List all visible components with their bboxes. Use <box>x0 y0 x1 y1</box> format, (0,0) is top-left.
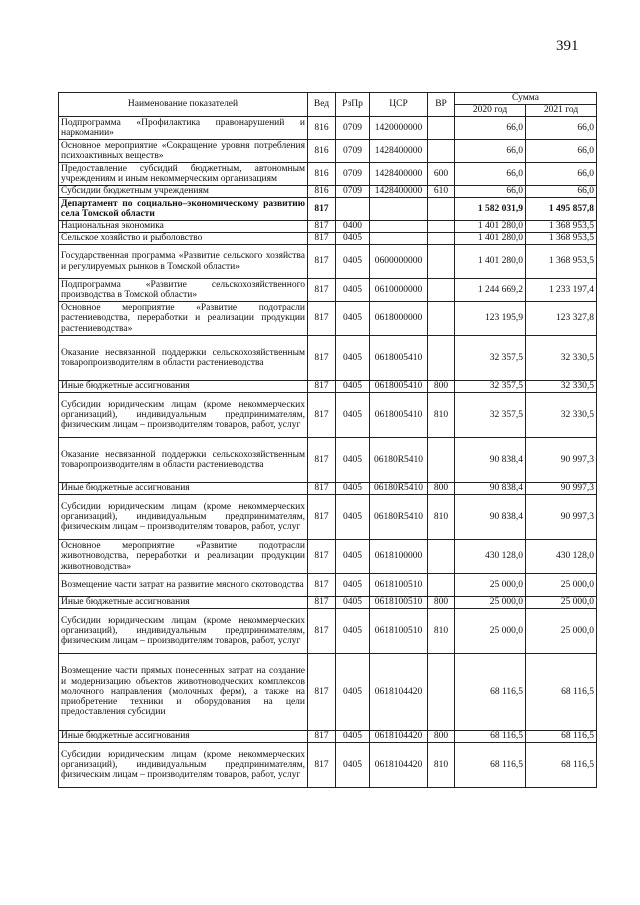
header-year-2021: 2021 год <box>526 105 597 117</box>
header-csr: ЦСР <box>370 93 428 117</box>
table-row <box>59 495 597 540</box>
row-csr: 0610000000 <box>370 279 428 302</box>
row-name: Иные бюджетные ассигнования <box>59 597 308 609</box>
row-value-2020: 90 838,4 <box>455 438 526 483</box>
header-name: Наименование показателей <box>59 93 308 117</box>
row-value-2021: 1 495 857,8 <box>526 198 597 221</box>
row-rzpr: 0405 <box>336 279 370 302</box>
row-rzpr: 0405 <box>336 743 370 788</box>
budget-table <box>58 92 597 788</box>
row-value-2021: 32 330,5 <box>526 393 597 438</box>
table-row <box>59 198 597 221</box>
row-csr: 0618100510 <box>370 609 428 654</box>
row-name: Государственная программа «Развитие сельского хозяйства и регулируемых рынков в Томской области» <box>59 245 308 279</box>
row-name: Возмещение части затрат на развитие мясного скотоводства <box>59 574 308 597</box>
row-ved: 817 <box>308 654 336 731</box>
row-name: Субсидии юридическим лицам (кроме некоммерческих организаций), индивидуальным предпринимателям, физическим лицам – производителям товаров, работ, услуг <box>59 393 308 438</box>
row-ved: 817 <box>308 609 336 654</box>
row-ved: 816 <box>308 140 336 163</box>
row-value-2020: 123 195,9 <box>455 302 526 336</box>
row-vr: 600 <box>428 163 455 186</box>
table-row <box>59 381 597 393</box>
row-value-2020: 32 357,5 <box>455 336 526 381</box>
row-value-2021: 1 368 953,5 <box>526 233 597 245</box>
row-csr: 0618000000 <box>370 302 428 336</box>
row-ved: 817 <box>308 574 336 597</box>
row-ved: 817 <box>308 198 336 221</box>
row-value-2021: 25 000,0 <box>526 597 597 609</box>
row-rzpr: 0405 <box>336 336 370 381</box>
row-ved: 817 <box>308 279 336 302</box>
row-value-2021: 66,0 <box>526 163 597 186</box>
row-rzpr: 0400 <box>336 221 370 233</box>
row-csr: 06180R5410 <box>370 495 428 540</box>
row-name: Иные бюджетные ассигнования <box>59 483 308 495</box>
row-csr: 0618100510 <box>370 574 428 597</box>
table-row <box>59 117 597 140</box>
row-csr: 0618100510 <box>370 597 428 609</box>
row-name: Предоставление субсидий бюджетным, автономным учреждениям и иным некоммерческим организациям <box>59 163 308 186</box>
row-ved: 817 <box>308 221 336 233</box>
row-csr <box>370 198 428 221</box>
row-vr: 810 <box>428 609 455 654</box>
row-value-2020: 32 357,5 <box>455 393 526 438</box>
row-ved: 817 <box>308 233 336 245</box>
row-ved: 817 <box>308 336 336 381</box>
row-rzpr: 0405 <box>336 731 370 743</box>
row-ved: 817 <box>308 302 336 336</box>
row-csr: 0618005410 <box>370 336 428 381</box>
row-value-2021: 1 368 953,5 <box>526 221 597 233</box>
row-ved: 817 <box>308 731 336 743</box>
row-vr: 810 <box>428 495 455 540</box>
row-name: Субсидии юридическим лицам (кроме некоммерческих организаций), индивидуальным предпринимателям, физическим лицам – производителям товаров, работ, услуг <box>59 743 308 788</box>
row-vr <box>428 438 455 483</box>
table-row <box>59 302 597 336</box>
table-row <box>59 483 597 495</box>
row-vr <box>428 140 455 163</box>
row-vr: 610 <box>428 186 455 198</box>
row-value-2020: 25 000,0 <box>455 574 526 597</box>
row-name: Субсидии юридическим лицам (кроме некоммерческих организаций), индивидуальным предпринимателям, физическим лицам – производителям товаров, работ, услуг <box>59 609 308 654</box>
row-value-2020: 66,0 <box>455 117 526 140</box>
row-rzpr: 0405 <box>336 233 370 245</box>
row-name: Подпрограмма «Развитие сельскохозяйственного производства в Томской области» <box>59 279 308 302</box>
row-ved: 817 <box>308 597 336 609</box>
row-rzpr: 0405 <box>336 381 370 393</box>
row-csr: 1428400000 <box>370 163 428 186</box>
row-rzpr: 0405 <box>336 495 370 540</box>
row-ved: 817 <box>308 743 336 788</box>
row-ved: 817 <box>308 495 336 540</box>
table-row <box>59 438 597 483</box>
row-value-2021: 90 997,3 <box>526 495 597 540</box>
row-value-2021: 32 330,5 <box>526 381 597 393</box>
row-rzpr: 0405 <box>336 438 370 483</box>
row-value-2021: 66,0 <box>526 117 597 140</box>
row-name: Департамент по социально–экономическому развитию села Томской области <box>59 198 308 221</box>
row-name: Основное мероприятие «Развитие подотрасли растениеводства, переработки и реализации продукции растениеводства» <box>59 302 308 336</box>
row-csr: 0618005410 <box>370 393 428 438</box>
row-value-2020: 90 838,4 <box>455 495 526 540</box>
row-value-2020: 25 000,0 <box>455 609 526 654</box>
row-value-2020: 1 401 280,0 <box>455 221 526 233</box>
row-vr <box>428 654 455 731</box>
row-csr: 1420000000 <box>370 117 428 140</box>
row-value-2021: 66,0 <box>526 186 597 198</box>
row-name: Оказание несвязанной поддержки сельскохозяйственным товаропроизводителям в области растениеводства <box>59 438 308 483</box>
header-ved: Вед <box>308 93 336 117</box>
row-value-2021: 25 000,0 <box>526 609 597 654</box>
row-ved: 816 <box>308 117 336 140</box>
table-header <box>59 93 597 117</box>
row-name: Иные бюджетные ассигнования <box>59 381 308 393</box>
row-csr: 06180R5410 <box>370 438 428 483</box>
table-row <box>59 609 597 654</box>
row-vr <box>428 540 455 574</box>
row-ved: 816 <box>308 163 336 186</box>
row-csr: 1428400000 <box>370 186 428 198</box>
row-rzpr: 0709 <box>336 117 370 140</box>
row-ved: 816 <box>308 186 336 198</box>
row-vr: 800 <box>428 731 455 743</box>
table-row <box>59 140 597 163</box>
row-name: Основное мероприятие «Сокращение уровня потребления психоактивных веществ» <box>59 140 308 163</box>
page-number: 391 <box>556 38 579 54</box>
row-rzpr: 0405 <box>336 245 370 279</box>
table-row <box>59 654 597 731</box>
row-csr: 0600000000 <box>370 245 428 279</box>
table-row <box>59 233 597 245</box>
row-value-2020: 430 128,0 <box>455 540 526 574</box>
table-body <box>59 117 597 788</box>
row-ved: 817 <box>308 483 336 495</box>
row-value-2020: 1 401 280,0 <box>455 233 526 245</box>
row-name: Национальная экономика <box>59 221 308 233</box>
table-row <box>59 731 597 743</box>
table-row <box>59 574 597 597</box>
row-vr <box>428 336 455 381</box>
row-vr <box>428 117 455 140</box>
row-csr: 0618104420 <box>370 654 428 731</box>
row-rzpr: 0405 <box>336 302 370 336</box>
row-csr: 0618005410 <box>370 381 428 393</box>
row-value-2021: 1 368 953,5 <box>526 245 597 279</box>
row-rzpr: 0405 <box>336 597 370 609</box>
row-name: Иные бюджетные ассигнования <box>59 731 308 743</box>
row-ved: 817 <box>308 381 336 393</box>
row-rzpr: 0405 <box>336 609 370 654</box>
header-year-2020: 2020 год <box>455 105 526 117</box>
row-value-2021: 66,0 <box>526 140 597 163</box>
row-vr <box>428 221 455 233</box>
row-value-2020: 90 838,4 <box>455 483 526 495</box>
row-rzpr: 0405 <box>336 574 370 597</box>
row-value-2020: 68 116,5 <box>455 654 526 731</box>
row-rzpr: 0405 <box>336 540 370 574</box>
header-vr: ВР <box>428 93 455 117</box>
row-csr <box>370 233 428 245</box>
row-vr <box>428 233 455 245</box>
row-name: Основное мероприятие «Развитие подотрасли животноводства, переработки и реализации продукции животноводства» <box>59 540 308 574</box>
row-value-2021: 68 116,5 <box>526 743 597 788</box>
row-value-2021: 68 116,5 <box>526 654 597 731</box>
row-value-2020: 1 244 669,2 <box>455 279 526 302</box>
row-ved: 817 <box>308 540 336 574</box>
row-vr: 800 <box>428 381 455 393</box>
row-rzpr: 0709 <box>336 163 370 186</box>
header-rzpr: РзПр <box>336 93 370 117</box>
row-value-2020: 66,0 <box>455 140 526 163</box>
row-value-2020: 1 582 031,9 <box>455 198 526 221</box>
row-value-2021: 25 000,0 <box>526 574 597 597</box>
row-name: Подпрограмма «Профилактика правонарушений и наркомании» <box>59 117 308 140</box>
row-value-2020: 68 116,5 <box>455 731 526 743</box>
row-csr: 0618100000 <box>370 540 428 574</box>
row-vr <box>428 245 455 279</box>
table-row <box>59 597 597 609</box>
row-value-2021: 90 997,3 <box>526 438 597 483</box>
row-vr: 810 <box>428 393 455 438</box>
header-sum: Сумма <box>455 93 597 105</box>
row-vr <box>428 302 455 336</box>
row-rzpr: 0405 <box>336 393 370 438</box>
row-ved: 817 <box>308 245 336 279</box>
table-row <box>59 393 597 438</box>
table-row <box>59 743 597 788</box>
table-row <box>59 186 597 198</box>
table-row <box>59 279 597 302</box>
row-name: Субсидии юридическим лицам (кроме некоммерческих организаций), индивидуальным предпринимателям, физическим лицам – производителям товаров, работ, услуг <box>59 495 308 540</box>
row-value-2020: 25 000,0 <box>455 597 526 609</box>
row-csr: 1428400000 <box>370 140 428 163</box>
table-row <box>59 336 597 381</box>
row-name: Сельское хозяйство и рыболовство <box>59 233 308 245</box>
row-rzpr: 0709 <box>336 140 370 163</box>
table-row <box>59 540 597 574</box>
row-vr: 800 <box>428 483 455 495</box>
row-csr: 0618104420 <box>370 743 428 788</box>
row-value-2020: 1 401 280,0 <box>455 245 526 279</box>
row-value-2021: 1 233 197,4 <box>526 279 597 302</box>
table-row <box>59 163 597 186</box>
row-name: Возмещение части прямых понесенных затрат на создание и модернизацию объектов животноводческих комплексов молочного направления (молочных ферм), а также на приобретение техники и оборудования на цели предоставления субсидии <box>59 654 308 731</box>
row-csr: 06180R5410 <box>370 483 428 495</box>
row-rzpr: 0405 <box>336 654 370 731</box>
row-vr <box>428 574 455 597</box>
row-rzpr: 0709 <box>336 186 370 198</box>
row-vr: 800 <box>428 597 455 609</box>
row-rzpr: 0405 <box>336 483 370 495</box>
table-row <box>59 245 597 279</box>
row-value-2020: 68 116,5 <box>455 743 526 788</box>
row-value-2020: 66,0 <box>455 186 526 198</box>
row-value-2021: 68 116,5 <box>526 731 597 743</box>
row-csr <box>370 221 428 233</box>
row-name: Субсидии бюджетным учреждениям <box>59 186 308 198</box>
row-rzpr <box>336 198 370 221</box>
row-vr <box>428 198 455 221</box>
row-vr <box>428 279 455 302</box>
row-value-2021: 90 997,3 <box>526 483 597 495</box>
row-value-2021: 123 327,8 <box>526 302 597 336</box>
row-value-2020: 32 357,5 <box>455 381 526 393</box>
row-ved: 817 <box>308 393 336 438</box>
row-name: Оказание несвязанной поддержки сельскохозяйственным товаропроизводителям в области растениеводства <box>59 336 308 381</box>
row-vr: 810 <box>428 743 455 788</box>
row-ved: 817 <box>308 438 336 483</box>
row-value-2021: 32 330,5 <box>526 336 597 381</box>
table-row <box>59 221 597 233</box>
row-value-2021: 430 128,0 <box>526 540 597 574</box>
row-csr: 0618104420 <box>370 731 428 743</box>
row-value-2020: 66,0 <box>455 163 526 186</box>
